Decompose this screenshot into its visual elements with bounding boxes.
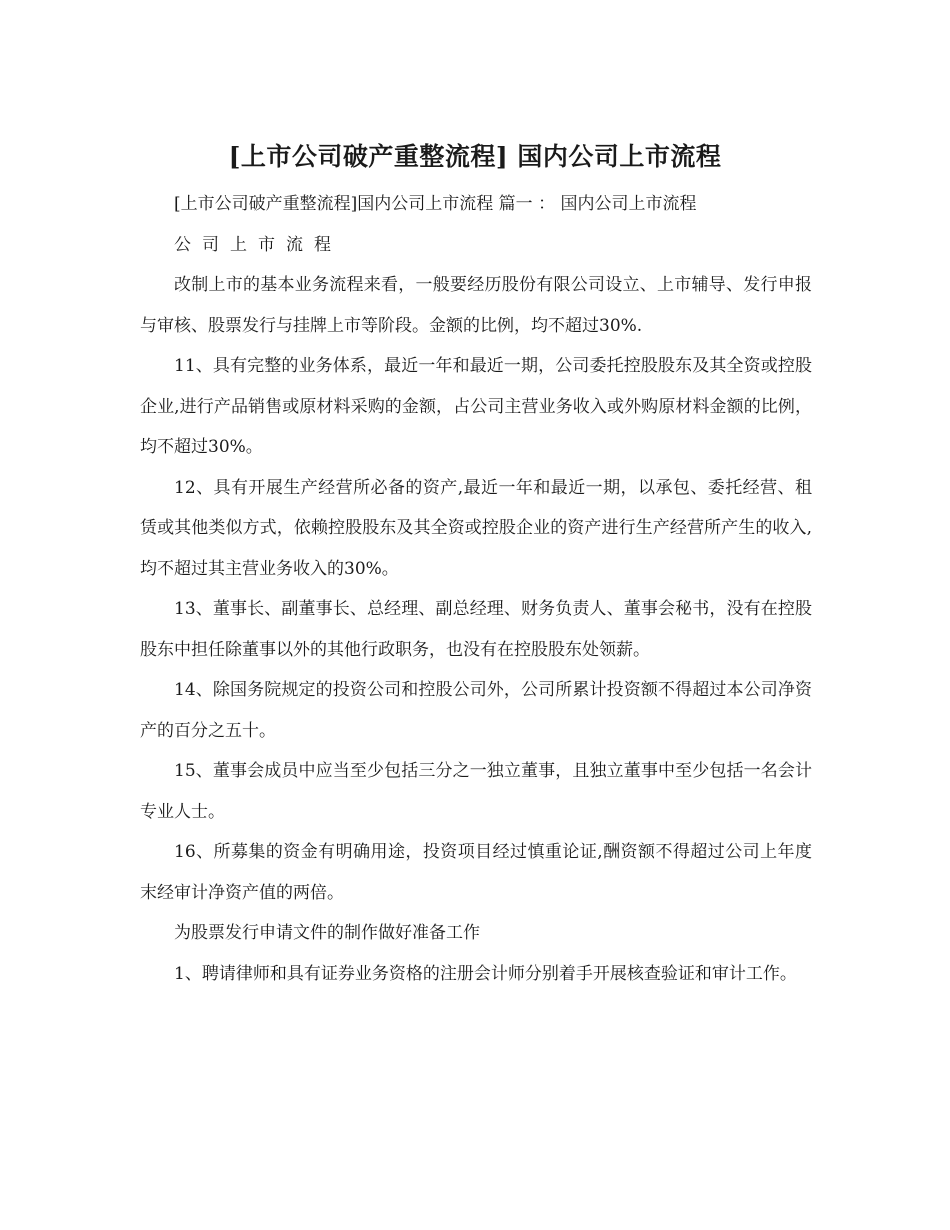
body-paragraph: 1、聘请律师和具有证券业务资格的注册会计师分别着手开展核查验证和审计工作。 [174, 963, 797, 984]
body-paragraph: 14、除国务院规定的投资公司和控股公司外，公司所累计投资额不得超过本公司净资产的百分之五十。 [140, 680, 812, 741]
body-paragraph: 改制上市的基本业务流程来看，一般要经历股份有限公司设立、上市辅导、发行申报与审核、股票发行与挂牌上市等阶段。金额的比例，均不超过30%. [140, 275, 812, 336]
body-paragraph: 15、董事会成员中应当至少包括三分之一独立董事，且独立董事中至少包括一名会计专业人士。 [140, 761, 812, 822]
subtitle-line: [上市公司破产重整流程]国内公司上市流程 篇一 ： 国内公司上市流程 [174, 194, 697, 214]
body-paragraph: 11、具有完整的业务体系，最近一年和最近一期，公司委托控股股东及其全资或控股企业,进行产品销售或原材料采购的金额，占公司主营业务收入或外购原材料金额的比例，均不超过30%。 [140, 356, 812, 457]
body-paragraph: 12、具有开展生产经营所必备的资产,最近一年和最近一期，以承包、委托经营、租赁或其他类似方式，依赖控股股东及其全资或控股企业的资产进行生产经营所产生的收入,均不超过其主营业务收入的30%。 [140, 477, 812, 579]
document-body [140, 184, 812, 994]
body-paragraph: 13、董事长、副董事长、总经理、副总经理、财务负责人、董事会秘书，没有在控股股东中担任除董事以外的其他行政职务，也没有在控股股东处领薪。 [140, 599, 812, 660]
section-heading: 为股票发行申请文件的制作做好准备工作 [174, 923, 480, 943]
section-heading: 公司上市流程 [174, 234, 342, 255]
body-paragraph: 16、所募集的资金有明确用途，投资项目经过慎重论证,酬资额不得超过公司上年度末经审计净资产值的两倍。 [140, 842, 812, 903]
document-title: [上市公司破产重整流程] 国内公司上市流程 [228, 142, 722, 171]
